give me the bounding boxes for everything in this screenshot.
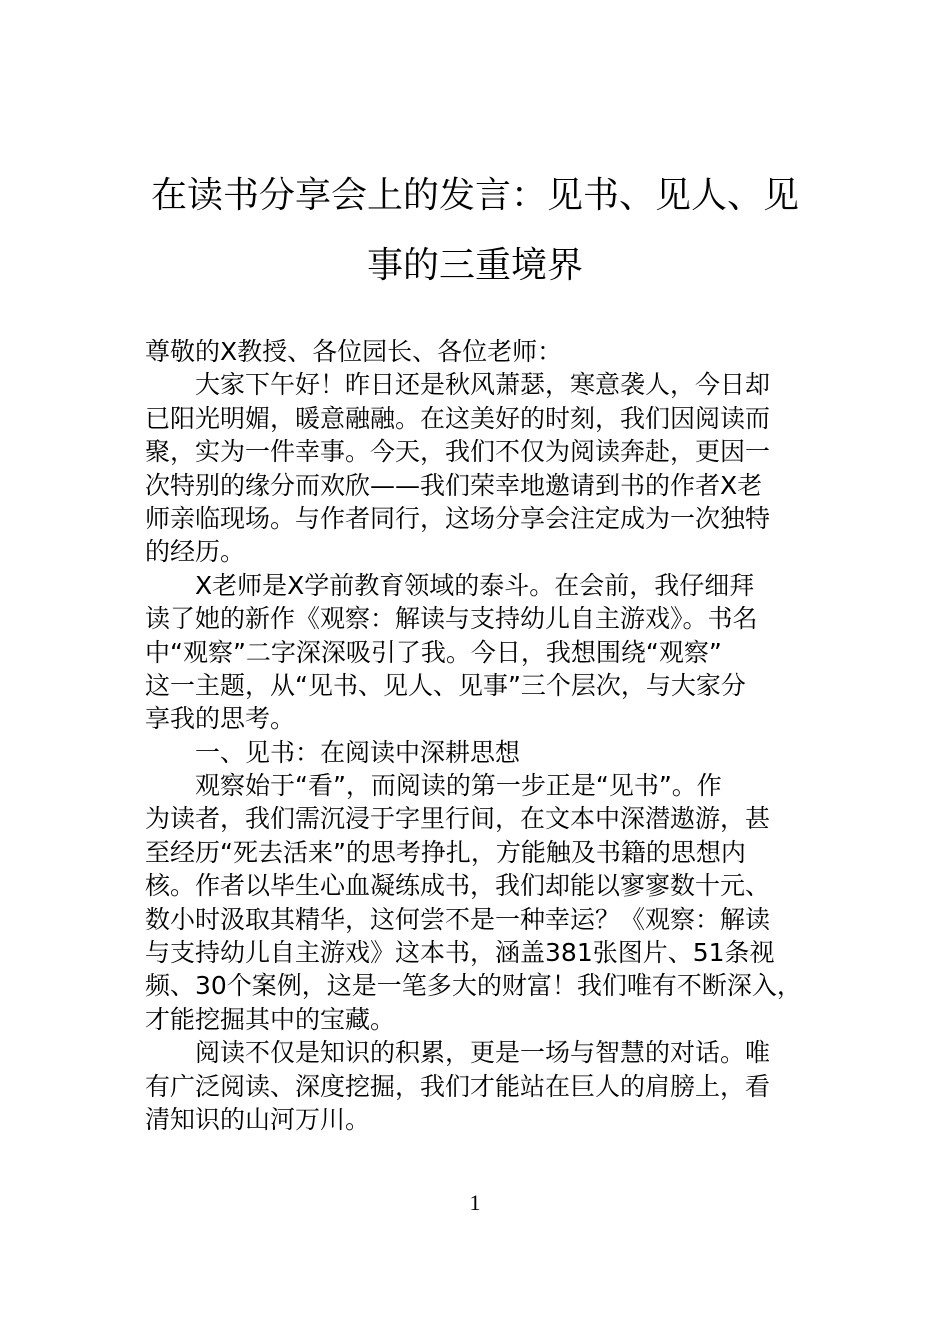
text-line: 为读者，我们需沉浸于字里行间，在文本中深潜遨游，甚 <box>145 804 771 834</box>
text-line: 尊敬的X教授、各位园长、各位老师： <box>145 337 563 366</box>
text-line: 观察始于“看”，而阅读的第一步正是“见书”。作 <box>195 771 722 801</box>
text-line: 清知识的山河万川。 <box>145 1104 371 1134</box>
text-line: 享我的思考。 <box>145 704 296 734</box>
text-line: 至经历“死去活来”的思考挣扎，方能触及书籍的思想内 <box>145 837 746 867</box>
document-title-line-2: 事的三重境界 <box>366 245 583 286</box>
page-number: 1 <box>469 1190 481 1215</box>
text-line: 聚，实为一件幸事。今天，我们不仅为阅读奔赴，更因一 <box>145 437 771 467</box>
text-line: X老师是X学前教育领域的泰斗。在会前，我仔细拜 <box>195 570 755 600</box>
text-line: 这一主题，从“见书、见人、见事”三个层次，与大家分 <box>145 670 746 700</box>
text-line: 一、见书：在阅读中深耕思想 <box>195 737 521 767</box>
text-line: 次特别的缘分而欢欣——我们荣幸地邀请到书的作者X老 <box>145 470 763 500</box>
text-line: 中“观察”二字深深吸引了我。今日，我想围绕“观察” <box>145 637 722 667</box>
text-line: 阅读不仅是知识的积累，更是一场与智慧的对话。唯 <box>195 1038 771 1068</box>
text-line: 师亲临现场。与作者同行，这场分享会注定成为一次独特 <box>145 503 771 533</box>
text-line: 读了她的新作《观察：解读与支持幼儿自主游戏》。书名 <box>145 604 758 634</box>
document-title-line-1: 在读书分享会上的发言：见书、见人、见 <box>150 175 799 216</box>
text-line: 频、30个案例，这是一笔多大的财富！我们唯有不断深入， <box>145 971 802 1001</box>
text-line: 才能挖掘其中的宝藏。 <box>145 1004 396 1034</box>
document-body <box>145 335 845 1136</box>
text-line: 数小时汲取其精华，这何尝不是一种幸运？《观察：解读 <box>145 904 771 934</box>
text-line: 核。作者以毕生心血凝练成书，我们却能以寥寥数十元、 <box>145 871 771 901</box>
text-line: 已阳光明媚，暖意融融。在这美好的时刻，我们因阅读而 <box>145 403 771 433</box>
text-line: 有广泛阅读、深度挖掘，我们才能站在巨人的肩膀上，看 <box>145 1071 771 1101</box>
text-line: 的经历。 <box>145 537 246 567</box>
text-line: 与支持幼儿自主游戏》这本书，涵盖381张图片、51条视 <box>145 938 775 968</box>
text-line: 大家下午好！昨日还是秋风萧瑟，寒意袭人，今日却 <box>195 370 771 400</box>
